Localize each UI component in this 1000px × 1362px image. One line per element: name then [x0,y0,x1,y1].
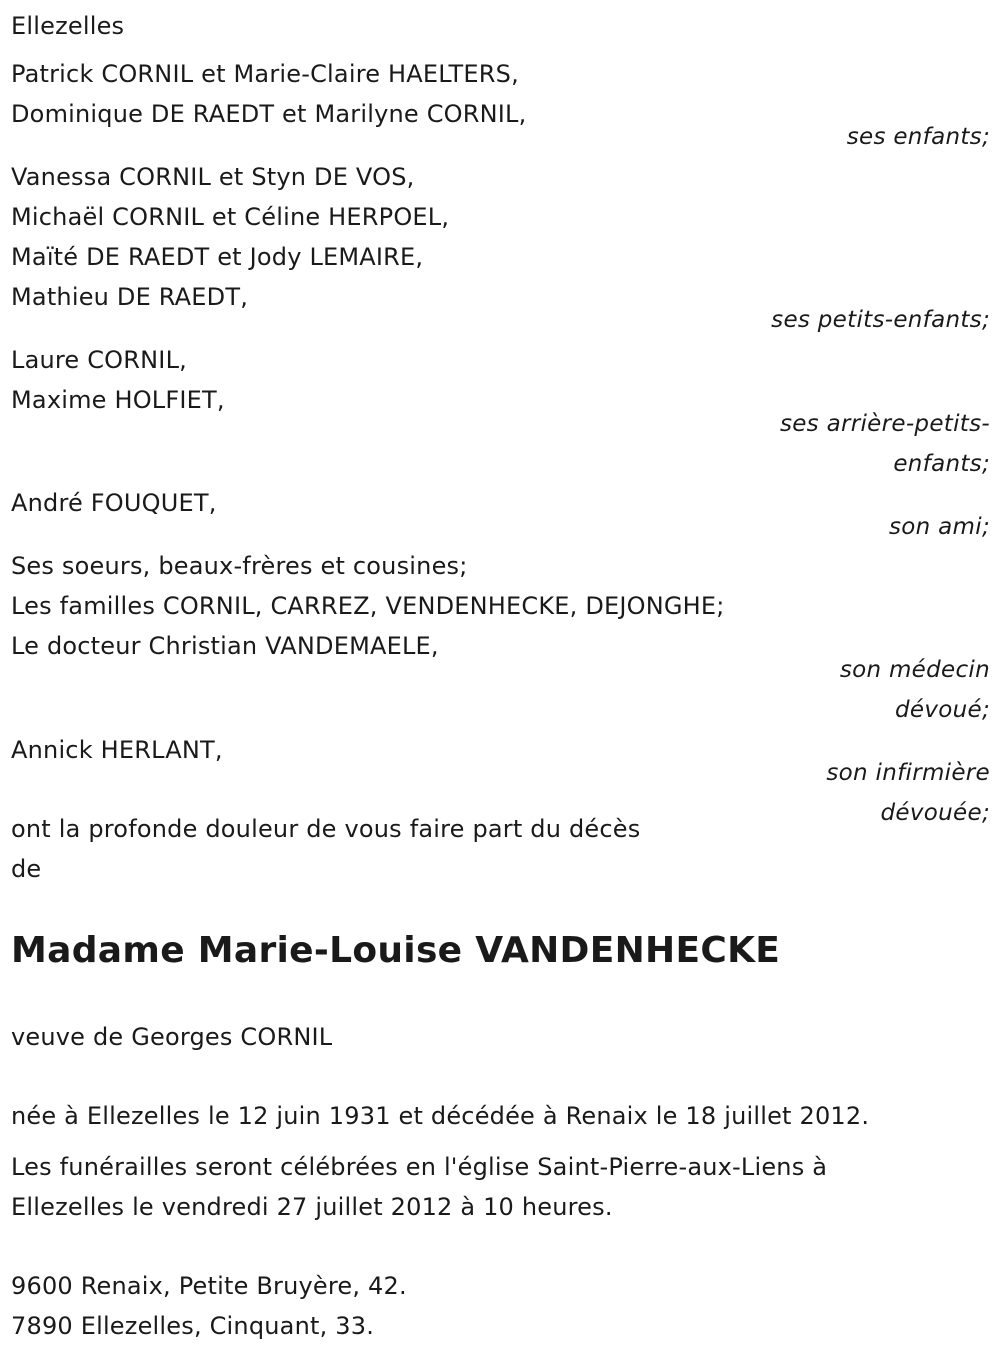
child-line: Dominique DE RAEDT et Marilyne CORNIL, [11,100,527,128]
deceased-name: Madame Marie-Louise VANDENHECKE [11,930,781,971]
child-line: Patrick CORNIL et Marie-Claire HAELTERS, [11,60,519,88]
role-children: ses enfants; [846,124,990,150]
role-nurse-line-1: son infirmière [826,760,990,786]
role-grandchildren: ses petits-enfants; [771,307,990,333]
role-friend: son ami; [889,514,990,540]
role-great-grandchildren-line-2: enfants; [893,451,990,477]
grandchild-line: Michaël CORNIL et Céline HERPOEL, [11,203,450,231]
great-grandchild-line: Laure CORNIL, [11,346,187,374]
announcement-line: ont la profonde douleur de vous faire part du décès [11,815,641,843]
grandchild-line: Maïté DE RAEDT et Jody LEMAIRE, [11,243,424,271]
family-line: Ses soeurs, beaux-frères et cousines; [11,552,468,580]
friend-line: André FOUQUET, [11,489,217,517]
role-nurse-line-2: dévouée; [880,800,990,826]
nurse-line: Annick HERLANT, [11,736,223,764]
grandchild-line: Mathieu DE RAEDT, [11,283,249,311]
great-grandchild-line: Maxime HOLFIET, [11,386,225,414]
role-doctor-line-1: son médecin [839,657,990,683]
doctor-line: Le docteur Christian VANDEMAELE, [11,632,439,660]
widow-of-line: veuve de Georges CORNIL [11,1023,333,1051]
announcement-line: de [11,855,42,883]
village-heading: Ellezelles [11,12,125,40]
birth-death-line: née à Ellezelles le 12 juin 1931 et décédée à Renaix le 18 juillet 2012. [11,1102,870,1130]
funeral-line: Ellezelles le vendredi 27 juillet 2012 à 10 heures. [11,1193,613,1221]
funeral-line: Les funérailles seront célébrées en l'église Saint-Pierre-aux-Liens à [11,1153,828,1181]
grandchild-line: Vanessa CORNIL et Styn DE VOS, [11,163,415,191]
family-line: Les familles CORNIL, CARREZ, VENDENHECKE, DEJONGHE; [11,592,725,620]
role-doctor-line-2: dévoué; [894,697,990,723]
address-line: 7890 Ellezelles, Cinquant, 33. [11,1312,375,1340]
role-great-grandchildren-line-1: ses arrière-petits- [779,411,990,437]
address-line: 9600 Renaix, Petite Bruyère, 42. [11,1272,407,1300]
